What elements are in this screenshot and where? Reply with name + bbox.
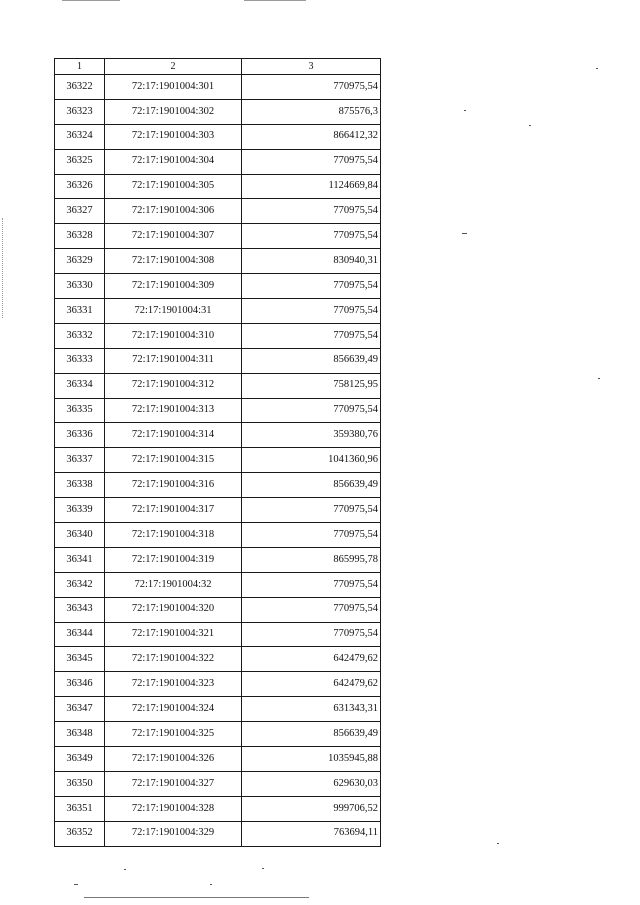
row-number-cell: 36330 <box>55 274 105 299</box>
cadastral-number-cell: 72:17:1901004:324 <box>105 697 242 722</box>
cadastral-value-cell: 770975,54 <box>242 224 381 249</box>
table-row <box>55 547 381 572</box>
table-row <box>55 722 381 747</box>
row-number-cell: 36323 <box>55 99 105 124</box>
table-row <box>55 747 381 772</box>
cadastral-value-cell: 999706,52 <box>242 796 381 821</box>
cadastral-value-cell: 770975,54 <box>242 199 381 224</box>
table-row <box>55 771 381 796</box>
cadastral-value-cell: 629630,03 <box>242 771 381 796</box>
cadastral-number-cell: 72:17:1901004:311 <box>105 348 242 373</box>
row-number-cell: 36326 <box>55 174 105 199</box>
cadastral-value-cell: 770975,54 <box>242 299 381 324</box>
cadastral-value-cell: 359380,76 <box>242 423 381 448</box>
cadastral-number-cell: 72:17:1901004:32 <box>105 572 242 597</box>
row-number-cell: 36334 <box>55 373 105 398</box>
cadastral-value-cell: 830940,31 <box>242 249 381 274</box>
cadastral-value-cell: 763694,11 <box>242 821 381 846</box>
cadastral-number-cell: 72:17:1901004:31 <box>105 299 242 324</box>
cadastral-value-cell: 770975,54 <box>242 622 381 647</box>
table-row <box>55 199 381 224</box>
table-row <box>55 373 381 398</box>
table-row <box>55 249 381 274</box>
table-row <box>55 697 381 722</box>
scan-speck <box>464 110 466 111</box>
cadastral-value-cell: 770975,54 <box>242 75 381 100</box>
cadastral-value-cell: 642479,62 <box>242 672 381 697</box>
table-row <box>55 473 381 498</box>
cadastral-number-cell: 72:17:1901004:322 <box>105 647 242 672</box>
cadastral-number-cell: 72:17:1901004:310 <box>105 323 242 348</box>
table-row <box>55 174 381 199</box>
cadastral-number-cell: 72:17:1901004:314 <box>105 423 242 448</box>
scan-top-edge-mark <box>62 0 120 1</box>
cadastral-number-cell: 72:17:1901004:329 <box>105 821 242 846</box>
table-row <box>55 149 381 174</box>
cadastral-number-cell: 72:17:1901004:321 <box>105 622 242 647</box>
scan-speck <box>462 233 467 234</box>
cadastral-number-cell: 72:17:1901004:313 <box>105 398 242 423</box>
row-number-cell: 36344 <box>55 622 105 647</box>
cadastral-number-cell: 72:17:1901004:301 <box>105 75 242 100</box>
scan-speck <box>210 884 212 885</box>
table-row <box>55 323 381 348</box>
scan-speck <box>262 868 264 869</box>
cadastral-number-cell: 72:17:1901004:305 <box>105 174 242 199</box>
row-number-cell: 36350 <box>55 771 105 796</box>
scan-margin-mark <box>2 218 5 318</box>
cadastral-value-table <box>54 58 381 847</box>
table-row <box>55 274 381 299</box>
cadastral-value-cell: 856639,49 <box>242 722 381 747</box>
scan-top-edge-mark <box>244 0 306 1</box>
cadastral-number-cell: 72:17:1901004:304 <box>105 149 242 174</box>
row-number-cell: 36324 <box>55 124 105 149</box>
table-row <box>55 523 381 548</box>
row-number-cell: 36341 <box>55 547 105 572</box>
cadastral-number-cell: 72:17:1901004:319 <box>105 547 242 572</box>
table-row <box>55 796 381 821</box>
table-row <box>55 124 381 149</box>
row-number-cell: 36349 <box>55 747 105 772</box>
row-number-cell: 36336 <box>55 423 105 448</box>
table-row <box>55 423 381 448</box>
cadastral-number-cell: 72:17:1901004:326 <box>105 747 242 772</box>
cadastral-value-cell: 770975,54 <box>242 274 381 299</box>
table-row <box>55 622 381 647</box>
column-header: 1 <box>55 59 105 75</box>
scan-speck <box>124 869 126 870</box>
table-row <box>55 75 381 100</box>
cadastral-number-cell: 72:17:1901004:316 <box>105 473 242 498</box>
cadastral-value-cell: 1035945,88 <box>242 747 381 772</box>
cadastral-number-cell: 72:17:1901004:318 <box>105 523 242 548</box>
row-number-cell: 36327 <box>55 199 105 224</box>
table-row <box>55 672 381 697</box>
cadastral-value-cell: 770975,54 <box>242 323 381 348</box>
cadastral-value-cell: 770975,54 <box>242 597 381 622</box>
cadastral-value-cell: 770975,54 <box>242 498 381 523</box>
scan-speck <box>497 843 499 844</box>
column-header: 2 <box>105 59 242 75</box>
cadastral-number-cell: 72:17:1901004:302 <box>105 99 242 124</box>
row-number-cell: 36347 <box>55 697 105 722</box>
scan-bottom-edge-mark <box>84 897 309 898</box>
scan-speck <box>598 378 600 379</box>
cadastral-number-cell: 72:17:1901004:303 <box>105 124 242 149</box>
cadastral-value-cell: 642479,62 <box>242 647 381 672</box>
cadastral-number-cell: 72:17:1901004:315 <box>105 448 242 473</box>
row-number-cell: 36342 <box>55 572 105 597</box>
cadastral-value-cell: 770975,54 <box>242 572 381 597</box>
row-number-cell: 36325 <box>55 149 105 174</box>
row-number-cell: 36346 <box>55 672 105 697</box>
cadastral-number-cell: 72:17:1901004:307 <box>105 224 242 249</box>
cadastral-value-cell: 856639,49 <box>242 473 381 498</box>
cadastral-value-cell: 758125,95 <box>242 373 381 398</box>
cadastral-value-cell: 1041360,96 <box>242 448 381 473</box>
row-number-cell: 36352 <box>55 821 105 846</box>
cadastral-number-cell: 72:17:1901004:312 <box>105 373 242 398</box>
cadastral-number-cell: 72:17:1901004:317 <box>105 498 242 523</box>
row-number-cell: 36351 <box>55 796 105 821</box>
table-row <box>55 398 381 423</box>
cadastral-number-cell: 72:17:1901004:325 <box>105 722 242 747</box>
row-number-cell: 36331 <box>55 299 105 324</box>
table-row <box>55 99 381 124</box>
table-row <box>55 572 381 597</box>
scan-speck <box>74 884 78 885</box>
cadastral-number-cell: 72:17:1901004:323 <box>105 672 242 697</box>
table-row <box>55 647 381 672</box>
scan-speck <box>596 68 598 69</box>
table-row <box>55 821 381 846</box>
row-number-cell: 36345 <box>55 647 105 672</box>
cadastral-number-cell: 72:17:1901004:328 <box>105 796 242 821</box>
row-number-cell: 36343 <box>55 597 105 622</box>
row-number-cell: 36328 <box>55 224 105 249</box>
cadastral-value-cell: 770975,54 <box>242 149 381 174</box>
row-number-cell: 36337 <box>55 448 105 473</box>
cadastral-value-cell: 770975,54 <box>242 398 381 423</box>
row-number-cell: 36348 <box>55 722 105 747</box>
cadastral-value-cell: 770975,54 <box>242 523 381 548</box>
cadastral-number-cell: 72:17:1901004:320 <box>105 597 242 622</box>
row-number-cell: 36338 <box>55 473 105 498</box>
cadastral-value-cell: 875576,3 <box>242 99 381 124</box>
row-number-cell: 36339 <box>55 498 105 523</box>
cadastral-value-cell: 1124669,84 <box>242 174 381 199</box>
table-row <box>55 448 381 473</box>
table-row <box>55 224 381 249</box>
cadastral-value-cell: 865995,78 <box>242 547 381 572</box>
cadastral-number-cell: 72:17:1901004:306 <box>105 199 242 224</box>
cadastral-number-cell: 72:17:1901004:308 <box>105 249 242 274</box>
cadastral-value-cell: 856639,49 <box>242 348 381 373</box>
row-number-cell: 36329 <box>55 249 105 274</box>
cadastral-number-cell: 72:17:1901004:309 <box>105 274 242 299</box>
scan-speck <box>529 125 531 126</box>
row-number-cell: 36335 <box>55 398 105 423</box>
row-number-cell: 36333 <box>55 348 105 373</box>
column-header: 3 <box>242 59 381 75</box>
table-header-row <box>55 59 381 75</box>
table-row <box>55 498 381 523</box>
table-row <box>55 299 381 324</box>
row-number-cell: 36332 <box>55 323 105 348</box>
row-number-cell: 36340 <box>55 523 105 548</box>
table-row <box>55 597 381 622</box>
cadastral-number-cell: 72:17:1901004:327 <box>105 771 242 796</box>
cadastral-value-cell: 631343,31 <box>242 697 381 722</box>
row-number-cell: 36322 <box>55 75 105 100</box>
table-row <box>55 348 381 373</box>
cadastral-value-cell: 866412,32 <box>242 124 381 149</box>
